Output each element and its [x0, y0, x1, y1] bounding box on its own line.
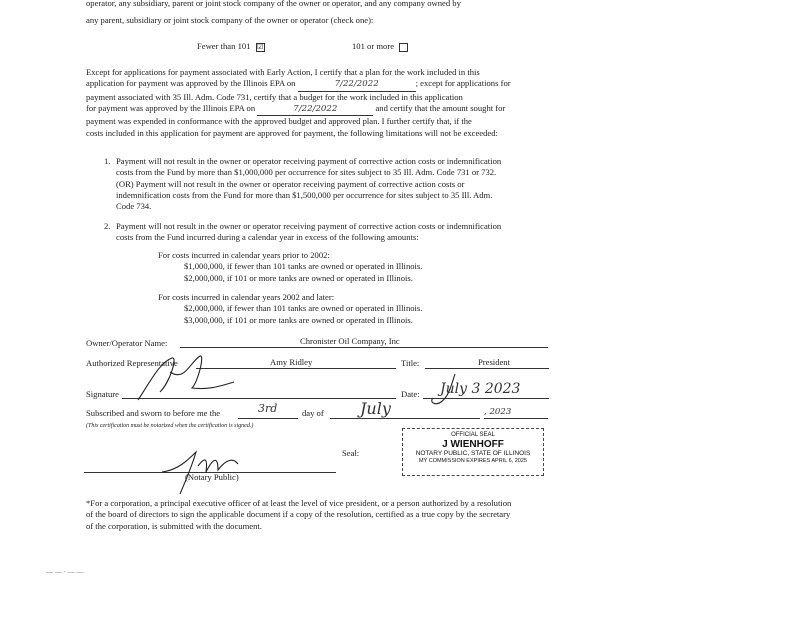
101-or-more-checkbox[interactable]: [399, 43, 408, 52]
fewer-than-101-checkbox[interactable]: ☑: [256, 42, 264, 51]
footnote: *For a corporation, a principal executive officer of at least the level of vice president, or a person authorized by a resolution of the board of directors to sign the applicable document if a copy of the resolution, certified as a true copy by the secretary of the corporation, is submitted with the document.: [86, 498, 512, 531]
sworn-month[interactable]: July: [360, 399, 391, 418]
seal-name: J WIENHOFF: [442, 438, 504, 450]
limitation-item-1: 1. Payment will not result in the owner or operator receiving payment of corrective action costs or indemnification costs from the Fund by more than $1,000,000 per occurrence for sites subject to 35 Ill. Adm. Code 731 or 732. (OR) Payment will not result in the owner or operator receiving payment of corrective action costs or indemnification costs from the Fund for more than $1,500,000 per occurrence for sites subject to 35 Ill. Adm. Code 734.: [104, 156, 502, 212]
owner-operator-value[interactable]: Chronister Oil Company, Inc: [300, 336, 400, 346]
notary-signature: [158, 446, 248, 498]
certify-line-2: application for payment was approved by the Illinois EPA on 7/22/2022 ; except for applications for: [86, 78, 556, 91]
sworn-year[interactable]: , 2023: [484, 407, 512, 417]
authorized-rep-label: Authorized Representative: [86, 358, 178, 368]
later-2002-limits: For costs incurred in calendar years 2002 and later: $2,000,000, if fewer than 101 tanks are owned or operated in Illinois. $3,000,000, if 101 or more tanks are owned or operated in Illinois.: [158, 292, 423, 325]
seal-expires: MY COMMISSION EXPIRES APRIL 6, 2025: [419, 457, 527, 464]
footer-mark: — — · — —: [46, 568, 84, 576]
notary-seal: [402, 428, 544, 476]
authorized-rep-value[interactable]: Amy Ridley: [270, 357, 313, 367]
101-or-more-label: 101 or more: [352, 41, 395, 51]
prior-2002-limits: For costs incurred in calendar years prior to 2002: $1,000,000, if fewer than 101 tanks are owned or operated in Illinois. $2,000,000, if 101 or more tanks are owned or operated in Illinois.: [158, 250, 423, 283]
date-value[interactable]: July 3 2023: [440, 381, 521, 397]
plan-approval-date[interactable]: 7/22/2022: [298, 79, 416, 91]
budget-approval-date[interactable]: 7/22/2022: [257, 104, 373, 116]
day-of-label: day of: [302, 408, 324, 418]
limitation-item-2: 2. Payment will not result in the owner or operator receiving payment of corrective action costs or indemnification costs from the Fund incurred during a calendar year in excess of the following amounts:: [104, 221, 502, 243]
seal-state: NOTARY PUBLIC, STATE OF ILLINOIS: [415, 450, 531, 458]
intro-line-2: any parent, subsidiary or joint stock company of the owner or operator (check one):: [86, 15, 374, 25]
seal-label: Seal:: [342, 448, 360, 458]
title-value[interactable]: President: [478, 357, 510, 367]
certify-line-4: for payment was approved by the Illinois EPA on 7/22/2022 and certify that the amount sought for: [86, 103, 556, 116]
notarize-note: (This certification must be notarized when the certification is signed.): [86, 423, 254, 429]
date-signature-stroke: [425, 372, 465, 408]
certification-paragraph: [86, 67, 556, 139]
sworn-label: Subscribed and sworn to before me the: [86, 408, 221, 418]
101-or-more-option[interactable]: [352, 41, 408, 52]
certify-line-5: payment was expended in conformance with the approved budget and approved plan. I further certify that, if the: [86, 116, 472, 127]
notary-public-label: (Notary Public): [185, 472, 239, 482]
fewer-than-101-label: Fewer than 101: [197, 41, 251, 51]
intro-line-1: operator, any subsidiary, parent or joint stock company of the owner or operator, and any company owned by: [86, 0, 461, 8]
certify-line-6: costs included in this application for payment are approved for payment, the following limitations will not be exceeded:: [86, 127, 498, 138]
representative-signature: [130, 352, 240, 404]
certify-line-3: payment associated with 35 Ill. Adm. Code 731, certify that a budget for the work included in this application: [86, 91, 463, 102]
signature-label: Signature: [86, 389, 119, 399]
date-label: Date:: [401, 389, 420, 399]
seal-official: OFFICIAL SEAL: [451, 432, 495, 438]
title-label: Title:: [401, 358, 420, 368]
sworn-day[interactable]: 3rd: [258, 402, 278, 415]
certify-line-1: Except for applications for payment associated with Early Action, I certify that a plan for the work included in this: [86, 67, 480, 77]
fewer-than-101-option[interactable]: [197, 41, 265, 52]
owner-operator-label: Owner/Operator Name:: [86, 338, 168, 348]
